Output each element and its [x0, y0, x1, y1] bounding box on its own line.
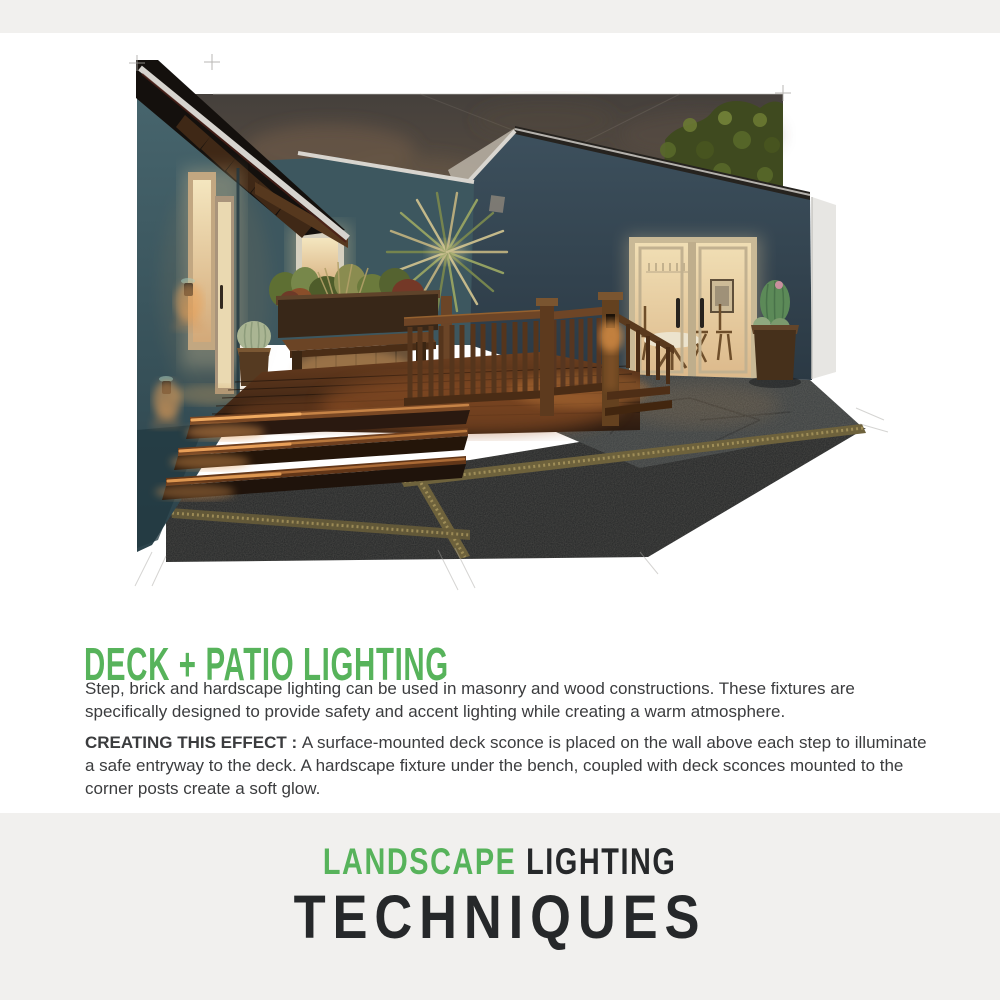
side-panel	[812, 197, 836, 379]
effect-paragraph-lead: CREATING THIS EFFECT :	[85, 733, 302, 752]
brand-word-landscape: LANDSCAPE	[323, 841, 517, 882]
page-title: DECK + PATIO LIGHTING	[84, 637, 449, 690]
intro-paragraph: Step, brick and hardscape lighting can be used in masonry and wood constructions. These fixtures are specifically designed to provide safety and accent lighting while creating a warm atmosphere.	[85, 679, 855, 721]
brand-line-1	[0, 841, 1000, 883]
brand-word-techniques: TECHNIQUES	[293, 883, 707, 951]
effect-paragraph	[85, 731, 927, 800]
brand-line-2	[0, 882, 1000, 952]
brand-word-lighting: LIGHTING	[526, 841, 677, 882]
effect-paragraph-body: A surface-mounted deck sconce is placed on the wall above each step to illuminate a safe entryway to the deck. A hardscape fixture under the bench, coupled with deck sconces mounted to the corner posts create a soft glow.	[85, 733, 927, 798]
